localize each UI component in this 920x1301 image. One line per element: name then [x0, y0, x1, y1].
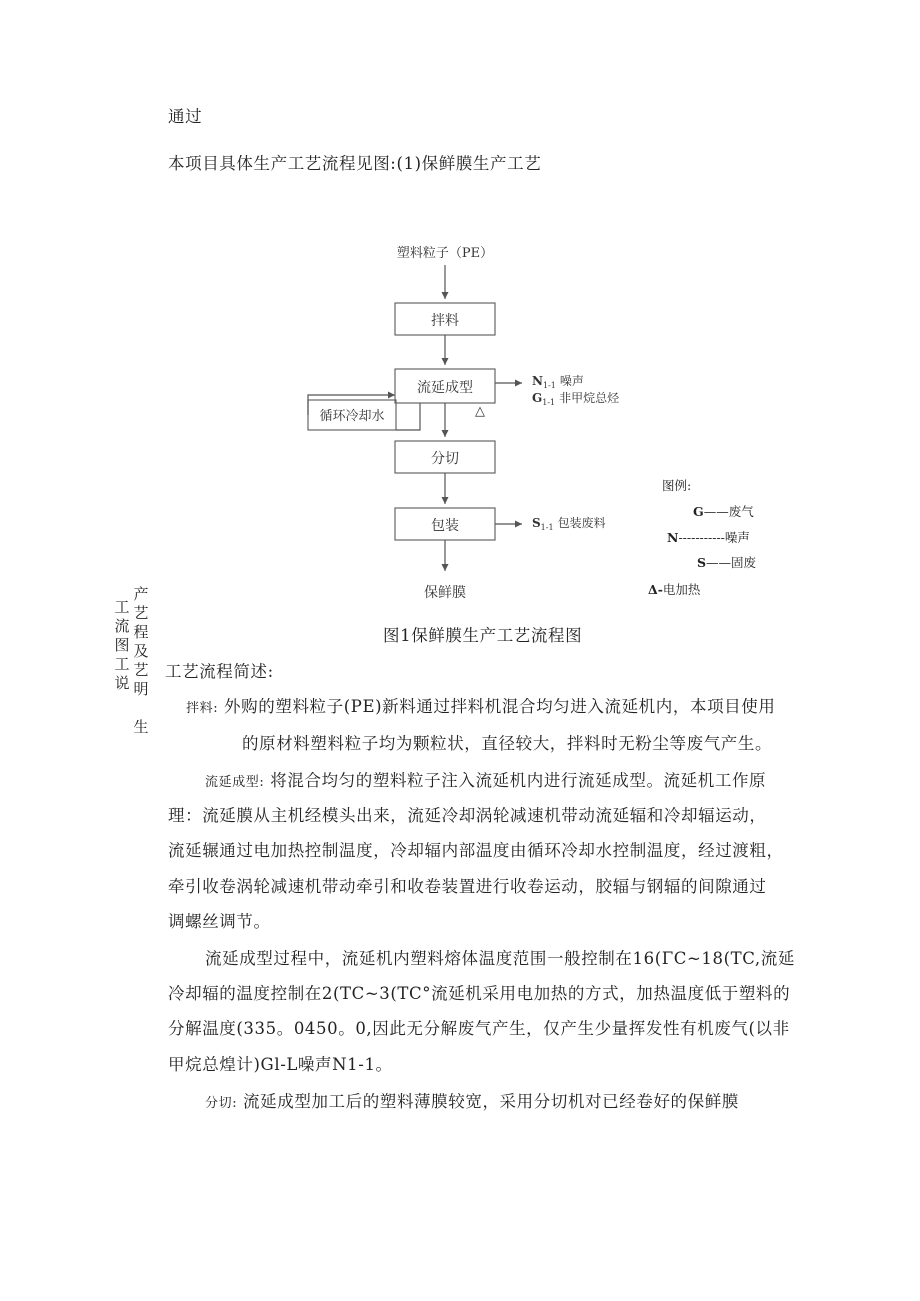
- para-mixing-label: 拌料:: [186, 701, 219, 716]
- legend-n: [667, 528, 750, 546]
- process-flow-diagram: [290, 235, 690, 610]
- legend-s-text: ——固废: [706, 555, 757, 570]
- intro-line-2: 本项目具体生产工艺流程见图:(1)保鲜膜生产工艺: [168, 154, 542, 173]
- para-temp-line-2: 冷却辐的温度控制在2(TC~3(TC°流延机采用电加热的方式，加热温度低于塑料的: [168, 984, 791, 1003]
- legend-g-text: ——废气: [703, 504, 754, 519]
- para-temp-line-1: 流延成型过程中，流延机内塑料熔体温度范围一般控制在16(ΓC~18(TC,流延: [205, 949, 795, 968]
- para-casting-label: 流延成型:: [205, 775, 265, 790]
- legend-g-key: G: [693, 504, 704, 519]
- para-cut-text-1: 流延成型加工后的塑料薄膜较宽，采用分切机对已经卷好的保鲜膜: [243, 1092, 739, 1111]
- para-temp-line-3: 分解温度(335。0450。0,因此无分解废气产生，仅产生少量挥发性有机废气(以非: [168, 1019, 790, 1038]
- heat-triangle-icon: △: [475, 404, 485, 419]
- para-cut-label: 分切:: [205, 1096, 238, 1111]
- intro-line-1: 通过: [168, 107, 203, 126]
- para-cut-line-1: [205, 1088, 739, 1112]
- emission-n-label: $N_{1-1}$ 噪声: [532, 374, 584, 390]
- legend-delta-text: 电加热: [662, 582, 701, 597]
- side-column-right: 产 艺 程 及 艺 明 生: [133, 585, 149, 736]
- para-casting-line-5: 调螺丝调节。: [168, 912, 271, 931]
- legend-n-key: N: [667, 530, 679, 545]
- legend-title: 图例:: [662, 478, 692, 493]
- box-packing-label: 包装: [431, 518, 459, 534]
- para-casting-text-1: 将混合均匀的塑料粒子注入流延机内进行流延成型。流延机工作原: [270, 771, 767, 790]
- legend-delta-key: Δ-: [648, 582, 663, 597]
- legend-g: [693, 502, 754, 520]
- para-casting-line-2: 理：流延膜从主机经模头出来，流延冷却涡轮减速机带动流延辐和冷却辐运动，: [168, 806, 767, 825]
- section-title: 工艺流程简述:: [165, 662, 274, 681]
- box-casting-label: 流延成型: [417, 380, 473, 396]
- side-column-left: 工 流 图 工 说: [114, 598, 130, 692]
- diagram-input-label: 塑料粒子（PE）: [396, 246, 494, 261]
- legend-s-key: S: [697, 555, 707, 570]
- cooling-return-line: [396, 403, 420, 430]
- box-mixing-label: 拌料: [431, 313, 459, 329]
- para-casting-line-3: 流延辗通过电加热控制温度，冷却辐内部温度由循环冷却水控制温度，经过渡粗，: [168, 841, 784, 860]
- para-mixing-line-2: 的原材料塑料粒子均为颗粒状，直径较大，拌料时无粉尘等废气产生。: [242, 734, 773, 753]
- legend-s: [697, 553, 756, 571]
- legend-n-text: -----------噪声: [678, 530, 750, 545]
- box-cutting-label: 分切: [431, 451, 459, 467]
- box-cooling-label: 循环冷却水: [319, 409, 385, 424]
- para-casting-line-4: 牵引收卷涡轮减速机带动牵引和收卷装置进行收卷运动，胶辐与钢辐的间隙通过: [168, 877, 767, 896]
- emission-s-label: $S_{1-1}$ 包装废料: [532, 516, 606, 532]
- legend-delta: [648, 580, 700, 598]
- diagram-output-label: 保鲜膜: [424, 585, 466, 601]
- para-mixing-text-1: 外购的塑料粒子(PE)新料通过拌料机混合均匀进入流延机内，本项目使用: [224, 697, 776, 716]
- emission-g-label: $G_{1-1}$ 非甲烷总烃: [532, 391, 620, 407]
- para-casting-line-1: [205, 767, 766, 791]
- figure-caption: 图1保鲜膜生产工艺流程图: [383, 626, 583, 645]
- para-temp-line-4: 甲烷总煌计)Gl-L噪声N1-1。: [168, 1055, 393, 1074]
- para-mixing-line-1: [186, 693, 775, 717]
